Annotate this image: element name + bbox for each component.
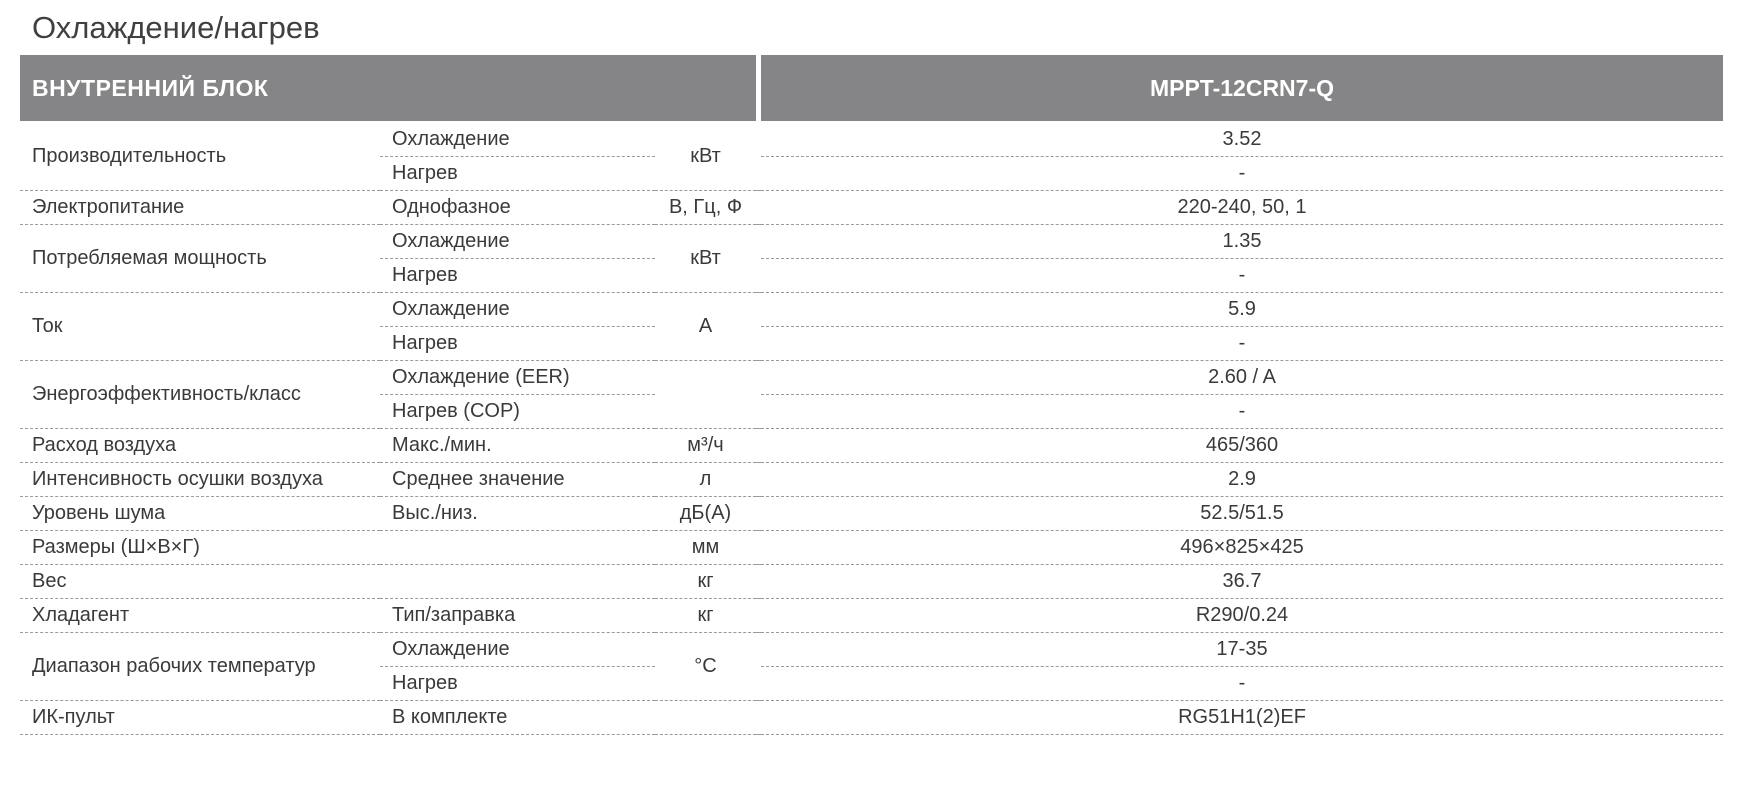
spec-value: 5.9 [761,293,1723,327]
sub-label: Тип/заправка [380,599,655,633]
table-row [20,565,1723,599]
sub-label: Охлаждение [380,123,655,157]
spec-value: 36.7 [761,565,1723,599]
param-name: Диапазон рабочих температур [20,633,380,701]
param-name: Расход воздуха [20,429,380,463]
header-indoor-unit: ВНУТРЕННИЙ БЛОК [20,55,756,121]
table-row [20,599,1723,633]
sub-label: Среднее значение [380,463,655,497]
sub-label: Нагрев (COP) [380,395,655,429]
spec-value: 465/360 [761,429,1723,463]
param-name: Хладагент [20,599,380,633]
sub-label: Нагрев [380,157,655,191]
unit: кВт [655,225,756,293]
sub-label: Охлаждение [380,225,655,259]
table-row [20,633,1723,667]
sub-label: В комплекте [380,701,655,735]
spec-value: 3.52 [761,123,1723,157]
table-row [20,191,1723,225]
spec-table [20,123,1723,735]
table-row [20,497,1723,531]
param-name: Ток [20,293,380,361]
sub-label: Нагрев [380,259,655,293]
spec-value: 496×825×425 [761,531,1723,565]
spec-value: - [761,327,1723,361]
spec-value: - [761,667,1723,701]
sub-label: Охлаждение (EER) [380,361,655,395]
spec-value: R290/0.24 [761,599,1723,633]
spec-value: - [761,395,1723,429]
table-row [20,225,1723,259]
spec-value: 1.35 [761,225,1723,259]
unit: м³/ч [655,429,756,463]
unit: кг [655,599,756,633]
spec-value: - [761,157,1723,191]
unit: дБ(А) [655,497,756,531]
spec-value: 220-240, 50, 1 [761,191,1723,225]
sub-label [380,531,655,565]
table-row [20,123,1723,157]
param-name: Интенсивность осушки воздуха [20,463,380,497]
header-model: MPPT-12CRN7-Q [761,55,1723,121]
spec-value: 2.60 / A [761,361,1723,395]
param-name: Электропитание [20,191,380,225]
unit: В, Гц, Ф [655,191,756,225]
unit [655,361,756,429]
unit: °C [655,633,756,701]
table-row [20,701,1723,735]
spec-value: 2.9 [761,463,1723,497]
unit: мм [655,531,756,565]
table-row [20,463,1723,497]
table-row [20,293,1723,327]
sub-label: Макс./мин. [380,429,655,463]
param-name: Размеры (Ш×В×Г) [20,531,380,565]
sub-label: Нагрев [380,667,655,701]
sub-label: Охлаждение [380,633,655,667]
param-name: Потребляемая мощность [20,225,380,293]
unit: л [655,463,756,497]
sub-label: Охлаждение [380,293,655,327]
sub-label [380,565,655,599]
table-row [20,531,1723,565]
page-title: Охлаждение/нагрев [32,10,320,45]
spec-value: RG51H1(2)EF [761,701,1723,735]
param-name: Вес [20,565,380,599]
sub-label: Выс./низ. [380,497,655,531]
sub-label: Однофазное [380,191,655,225]
spec-value: - [761,259,1723,293]
sub-label: Нагрев [380,327,655,361]
unit [655,701,756,735]
param-name: Производительность [20,123,380,191]
unit: кг [655,565,756,599]
spec-value: 52.5/51.5 [761,497,1723,531]
table-row [20,361,1723,395]
unit: А [655,293,756,361]
param-name: Уровень шума [20,497,380,531]
param-name: ИК-пульт [20,701,380,735]
table-row [20,429,1723,463]
spec-value: 17-35 [761,633,1723,667]
unit: кВт [655,123,756,191]
param-name: Энергоэффективность/класс [20,361,380,429]
